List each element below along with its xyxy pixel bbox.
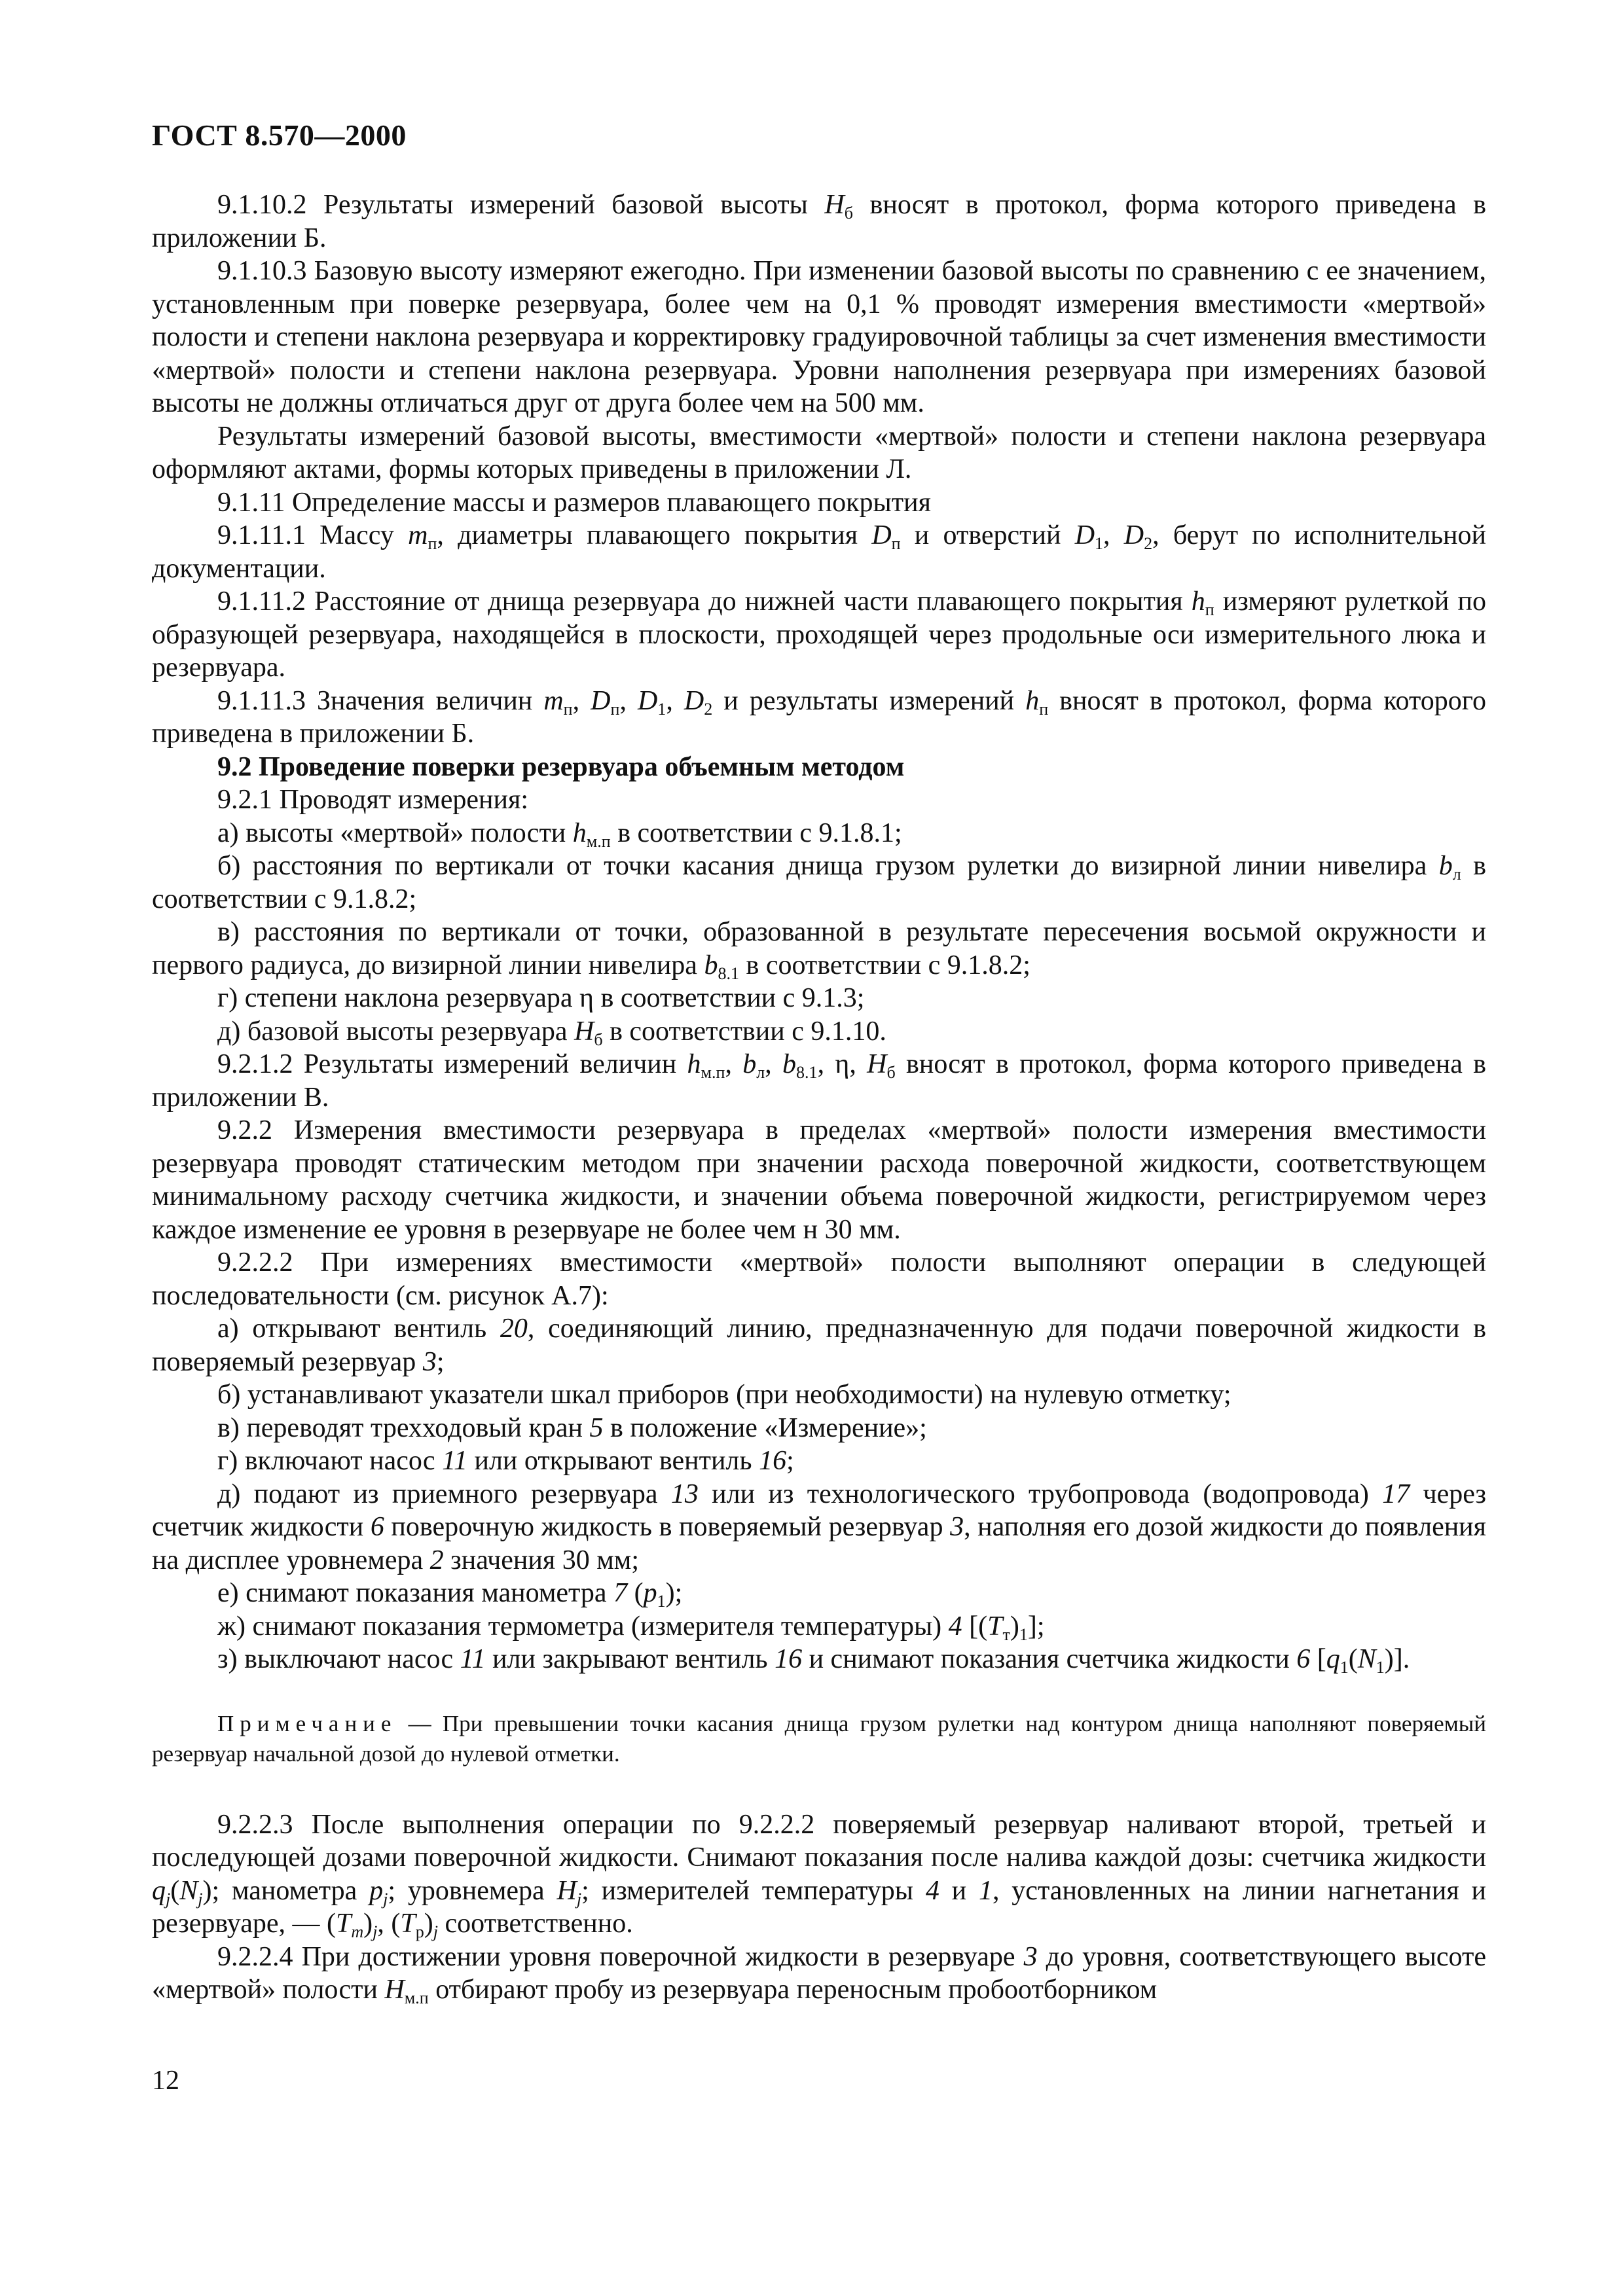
step-d: д) подают из приемного резервуара 13 или из технологического трубопровода (водопровода) 17 через счетчик жидкости 6 поверочную жидкость в поверяемый резервуар 3, наполняя его дозой жидкости до появления на дисплее уровнемера 2 значения 30 мм; [152, 1479, 1486, 1575]
list-item-a: а) высоты «мертвой» полости $h_{м.п}$ в соответствии с 9.1.8.1; [217, 817, 902, 851]
paragraph-9-1-10-2: 9.1.10.2 Результаты измерений базовой высоты $H_б$ вносят в протокол, форма которого приведена в приложении Б. [152, 190, 1486, 253]
list-item-g: г) степени наклона резервуара η в соответствии с 9.1.3; [217, 983, 865, 1013]
step-z: з) выключают насос 11 или закрывают вентиль 16 и снимают показания счетчика жидкости 6 $[q_1(N_1)]$. [217, 1644, 1410, 1677]
paragraph-9-2-2: 9.2.2 Измерения вместимости резервуара в пределах «мертвой» полости измерения вместимости резервуара проводят статическим методом при значении расхода поверочной жидкости, соответствующем минимальному расходу счетчика жидкости, и значении объема поверочной жидкости, регистрируемом через каждое изменение ее уровня в резервуаре не более чем н 30 мм. [152, 1115, 1486, 1245]
paragraph-9-2-1: 9.2.1 Проводят измерения: [217, 785, 528, 815]
paragraph-9-2-2-4: 9.2.2.4 При достижении уровня поверочной жидкости в резервуаре 3 до уровня, соответствующего высоте «мертвой» полости $H_{м.п}$ отбирают пробу из резервуара переносным пробоотборником [152, 1941, 1486, 2007]
paragraph-results-acts: Результаты измерений базовой высоты, вместимости «мертвой» полости и степени наклона резервуара оформляют актами, формы которых приведены в приложении Л. [152, 421, 1486, 484]
step-zh: ж) снимают показания термометра (измерителя температуры) 4 $[(T_т)_1]$; [217, 1611, 1045, 1644]
note-text: — При превышении точки касания днища грузом рулетки над контуром днища наполняют поверяемый резервуар начальной дозой до нулевой отметки. [152, 1710, 1486, 1767]
paragraph-9-1-11-2: 9.1.11.2 Расстояние от днища резервуара до нижней части плавающего покрытия $h_п$ измеряют рулеткой по образующей резервуара, находящейся в плоскости, проходящей через продольные оси измерительного люка и резервуара. [152, 586, 1486, 683]
list-item-b: б) расстояния по вертикали от точки касания днища грузом рулетки до визирной линии нивелира $b_л$ в соответствии с 9.1.8.2; [152, 851, 1486, 914]
section-heading-9-2: 9.2 Проведение поверки резервуара объемным методом [217, 751, 905, 782]
step-a: а) открывают вентиль 20, соединяющий линию, предназначенную для подачи поверочной жидкости в поверяемый резервуар 3; [152, 1314, 1487, 1377]
document-header: ГОСТ 8.570—2000 [152, 118, 407, 152]
list-item-v: в) расстояния по вертикали от точки, образованной в результате пересечения восьмой окружности и первого радиуса, до визирной линии нивелира $b_{8.1}$ в соответствии с 9.1.8.2; [152, 917, 1486, 983]
paragraph-9-1-11-3: 9.1.11.3 Значения величин $m_п$, $D_п$, $D_1$, $D_2$ и результаты измерений $h_п$ вносят в протокол, форма которого приведена в приложении Б. [152, 685, 1486, 749]
paragraph-9-2-2-3: 9.2.2.3 После выполнения операции по 9.2.2.2 поверяемый резервуар наливают второй, третьей и последующей дозами поверочной жидкости. Снимают показания после налива каждой дозы: счетчика жидкости $q_j(N_j)$; манометра $p_j$; уровнемера $H_j$; измерителей температуры 4 и 1, установленных на линии нагнетания и резервуаре, — $(T_m)_j$, $(T_р)_j$ соответственно. [152, 1809, 1487, 1941]
step-g: г) включают насос 11 или открывают вентиль 16; [217, 1446, 794, 1476]
step-v: в) переводят трехходовый кран 5 в положение «Измерение»; [217, 1412, 927, 1443]
step-b: б) устанавливают указатели шкал приборов (при необходимости) на нулевую отметку; [217, 1380, 1231, 1410]
paragraph-9-2-1-2: 9.2.1.2 Результаты измерений величин $h_{м.п}$, $b_л$, $b_{8.1}$, η, $H_б$ вносят в протокол, форма которого приведена в приложении В. [152, 1049, 1486, 1113]
paragraph-9-1-11-1: 9.1.11.1 Массу $m_п$, диаметры плавающего покрытия $D_п$ и отверстий $D_1$, $D_2$, берут по исполнительной документации. [152, 520, 1487, 584]
paragraph-9-1-11: 9.1.11 Определение массы и размеров плавающего покрытия [217, 487, 931, 518]
paragraph-9-2-2-2: 9.2.2.2 При измерениях вместимости «мертвой» полости выполняют операции в следующей последовательности (см. рисунок А.7): [152, 1247, 1486, 1311]
list-item-d: д) базовой высоты резервуара $H_б$ в соответствии с 9.1.10. [217, 1016, 886, 1049]
step-e: е) снимают показания манометра 7 $(p_1)$; [217, 1578, 683, 1611]
note-label: Примечание [217, 1710, 397, 1736]
note [152, 1709, 1486, 1769]
paragraph-9-1-10-3: 9.1.10.3 Базовую высоту измеряют ежегодно. При изменении базовой высоты по сравнению с ее значением, установленным при поверке резервуара, более чем на 0,1 % проводят измерения вместимости «мертвой» полости и степени наклона резервуара и корректировку градуировочной таблицы за счет изменения вместимости «мертвой» полости и степени наклона резервуара. Уровни наполнения резервуара при измерениях базовой высоты не должны отличаться друг от друга более чем на 500 мм. [152, 256, 1486, 418]
page-number: 12 [152, 2066, 179, 2096]
document-body [152, 188, 1486, 2007]
